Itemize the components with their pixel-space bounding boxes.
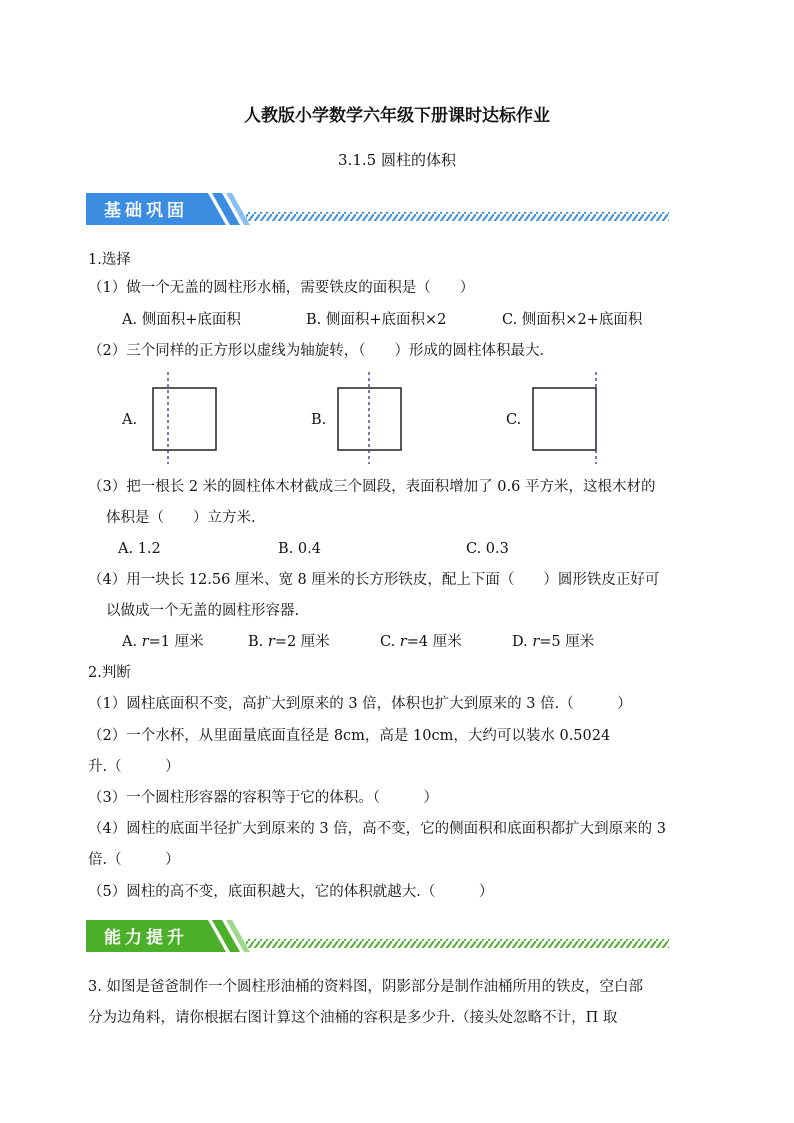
square-figure-c xyxy=(528,370,604,466)
page-subtitle: 3.1.5 圆柱的体积 xyxy=(338,151,456,169)
q1-p1-stem: （1）做一个无盖的圆柱形水桶，需要铁皮的面积是（ ） xyxy=(88,280,475,296)
q2-statement-3: （3）一个圆柱形容器的容积等于它的体积。（ ） xyxy=(88,790,438,806)
q1-p4-option-a xyxy=(122,632,204,652)
radius-variable: r xyxy=(399,634,407,650)
q1-p4-option-a-letter: A. xyxy=(122,634,138,650)
q1-p3-stem-line1: （3）把一根长 2 米的圆柱体木材截成三个圆段，表面积增加了 0.6 平方米，这根木材的 xyxy=(88,479,656,495)
section-banner-basic xyxy=(86,190,671,228)
q1-p3-option-b: B. 0.4 xyxy=(278,541,321,557)
q1-heading: 1.选择 xyxy=(88,252,131,268)
q2-statement-4-line1: （4）圆柱的底面半径扩大到原来的 3 倍，高不变，它的侧面积和底面积都扩大到原来的 3 xyxy=(88,821,666,837)
q1-p4-stem-line1: （4）用一块长 12.56 厘米、宽 8 厘米的长方形铁皮，配上下面（ ）圆形铁皮正好可 xyxy=(88,572,660,588)
q1-p4-option-c-letter: C. xyxy=(380,634,396,650)
q2-statement-2-line1: （2）一个水杯，从里面量底面直径是 8cm，高是 10cm，大约可以装水 0.5024 xyxy=(88,728,611,744)
q1-p4-option-c xyxy=(380,632,462,652)
section-banner-ability xyxy=(86,917,671,955)
radius-variable: r xyxy=(532,634,540,650)
q1-p4-option-c-value: =4 厘米 xyxy=(406,634,462,650)
q1-p2-option-c: C. xyxy=(506,412,522,428)
q3-text-line2: 分为边角料，请你根据右图计算这个油桶的容积是多少升.（接头处忽略不计，Π 取 xyxy=(88,1010,618,1026)
q1-p3-option-a: A. 1.2 xyxy=(118,541,161,557)
q2-statement-4-line2: 倍.（ ） xyxy=(88,852,180,868)
q1-p1-option-b: B. 侧面积+底面积×2 xyxy=(306,312,447,328)
q2-heading: 2.判断 xyxy=(88,665,131,681)
banner-ability-label: 能力提升 xyxy=(104,928,188,948)
q1-p3-option-c: C. 0.3 xyxy=(466,541,509,557)
radius-variable: r xyxy=(267,634,275,650)
q1-p4-option-d xyxy=(512,632,594,652)
square-figure-a xyxy=(148,370,220,466)
q2-statement-5: （5）圆柱的高不变，底面积越大，它的体积就越大.（ ） xyxy=(88,884,494,900)
q1-p4-option-b xyxy=(248,632,330,652)
q2-statement-1: （1）圆柱底面积不变，高扩大到原来的 3 倍，体积也扩大到原来的 3 倍.（ ） xyxy=(88,696,632,712)
q3-text-line1: 3. 如图是爸爸制作一个圆柱形油桶的资料图，阴影部分是制作油桶所用的铁皮，空白部 xyxy=(88,979,643,995)
square-figure-b xyxy=(333,370,405,466)
q1-p4-option-d-value: =5 厘米 xyxy=(539,634,595,650)
q1-p3-stem-line2: 体积是（ ）立方米. xyxy=(106,510,256,526)
q1-p2-stem: （2）三个同样的正方形以虚线为轴旋转，（ ）形成的圆柱体积最大. xyxy=(88,343,545,359)
q1-p4-stem-line2: 以做成一个无盖的圆柱形容器. xyxy=(106,603,300,619)
q1-p1-option-c: C. 侧面积×2+底面积 xyxy=(502,312,643,328)
q2-statement-2-line2: 升.（ ） xyxy=(88,759,180,775)
page-title: 人教版小学数学六年级下册课时达标作业 xyxy=(244,106,550,126)
q1-p1-option-a: A. 侧面积+底面积 xyxy=(122,312,241,328)
q1-p4-option-a-value: =1 厘米 xyxy=(148,634,204,650)
q1-p4-option-b-letter: B. xyxy=(248,634,264,650)
q1-p4-option-d-letter: D. xyxy=(512,634,528,650)
radius-variable: r xyxy=(141,634,149,650)
banner-basic-label: 基础巩固 xyxy=(104,201,188,221)
q1-p4-option-b-value: =2 厘米 xyxy=(274,634,330,650)
q1-p2-option-b: B. xyxy=(311,412,327,428)
q1-p2-option-a: A. xyxy=(122,412,138,428)
